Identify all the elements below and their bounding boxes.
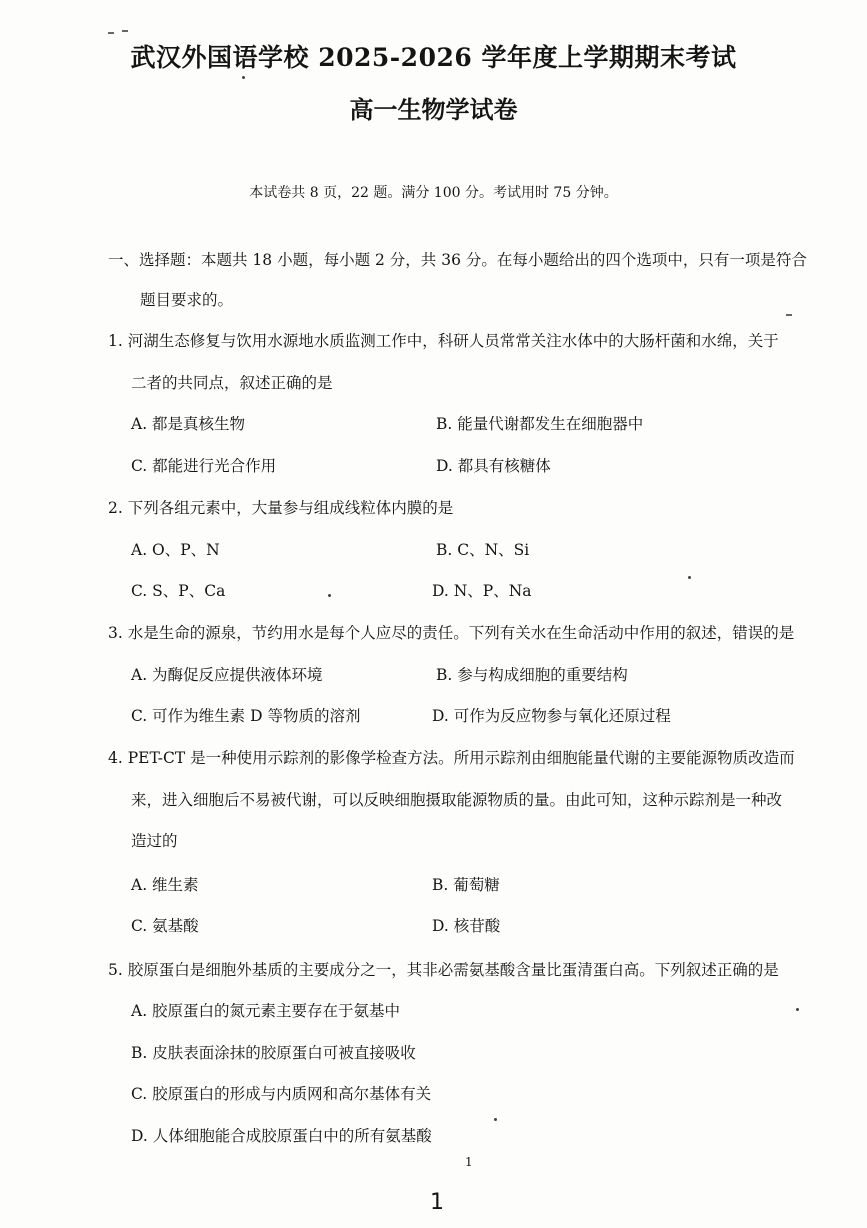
option-d: D. N、P、Na <box>432 582 532 600</box>
page-number-large: 1 <box>430 1190 444 1215</box>
question-text: 来，进入细胞后不易被代谢，可以反映细胞摄取能源物质的量。由此可知，这种示踪剂是一种改 <box>131 791 783 809</box>
option-b: B. C、N、Si <box>436 541 530 559</box>
scan-speck <box>122 30 128 32</box>
option-d: D. 都具有核糖体 <box>436 457 551 475</box>
option-b: B. 皮肤表面涂抹的胶原蛋白可被直接吸收 <box>131 1044 416 1062</box>
question-text: 2. 下列各组元素中，大量参与组成线粒体内膜的是 <box>108 499 454 517</box>
option-a: A. 都是真核生物 <box>131 415 246 433</box>
option-b: B. 参与构成细胞的重要结构 <box>436 666 628 684</box>
exam-title: 武汉外国语学校 2025-2026 学年度上学期期末考试 <box>130 43 737 72</box>
question-text: 造过的 <box>131 832 178 850</box>
scan-speck <box>494 1118 497 1121</box>
option-d: D. 核苷酸 <box>432 917 501 935</box>
option-b: B. 能量代谢都发生在细胞器中 <box>436 415 644 433</box>
option-a: A. 维生素 <box>131 876 199 894</box>
page-number: 1 <box>465 1155 473 1169</box>
option-a: A. 胶原蛋白的氮元素主要存在于氨基中 <box>131 1002 401 1020</box>
option-c: C. 氨基酸 <box>131 917 199 935</box>
question-text: 二者的共同点，叙述正确的是 <box>131 374 333 392</box>
question-text: 4. PET-CT 是一种使用示踪剂的影像学检查方法。所用示踪剂由细胞能量代谢的主要能源物质改造而 <box>108 749 795 767</box>
option-c: C. 可作为维生素 D 等物质的溶剂 <box>131 707 361 725</box>
scan-speck <box>786 314 792 316</box>
scan-speck <box>242 76 245 79</box>
question-text: 5. 胶原蛋白是细胞外基质的主要成分之一，其非必需氨基酸含量比蛋清蛋白高。下列叙述正确的是 <box>108 961 779 979</box>
option-c: C. S、P、Ca <box>131 582 226 600</box>
option-a: A. 为酶促反应提供液体环境 <box>131 666 323 684</box>
section-heading: 一、选择题：本题共 18 小题，每小题 2 分，共 36 分。在每小题给出的四个选项中，只有一项是符合 <box>108 251 807 269</box>
question-text: 1. 河湖生态修复与饮用水源地水质监测工作中，科研人员常常关注水体中的大肠杆菌和水绵，关于 <box>108 332 779 350</box>
option-d: D. 可作为反应物参与氧化还原过程 <box>432 707 671 725</box>
option-b: B. 葡萄糖 <box>432 876 500 894</box>
scan-speck <box>108 32 114 34</box>
option-c: C. 都能进行光合作用 <box>131 457 277 475</box>
option-a: A. O、P、N <box>131 541 220 559</box>
question-text: 3. 水是生命的源泉，节约用水是每个人应尽的责任。下列有关水在生命活动中作用的叙述，错误的是 <box>108 624 795 642</box>
option-c: C. 胶原蛋白的形成与内质网和高尔基体有关 <box>131 1085 432 1103</box>
scan-speck <box>328 594 331 597</box>
scan-speck <box>796 1008 799 1011</box>
section-heading-cont: 题目要求的。 <box>140 291 234 309</box>
option-d: D. 人体细胞能合成胶原蛋白中的所有氨基酸 <box>131 1127 432 1145</box>
exam-subtitle: 高一生物学试卷 <box>349 95 518 124</box>
scan-speck <box>688 576 691 579</box>
exam-info: 本试卷共 8 页，22 题。满分 100 分。考试用时 75 分钟。 <box>249 185 618 201</box>
